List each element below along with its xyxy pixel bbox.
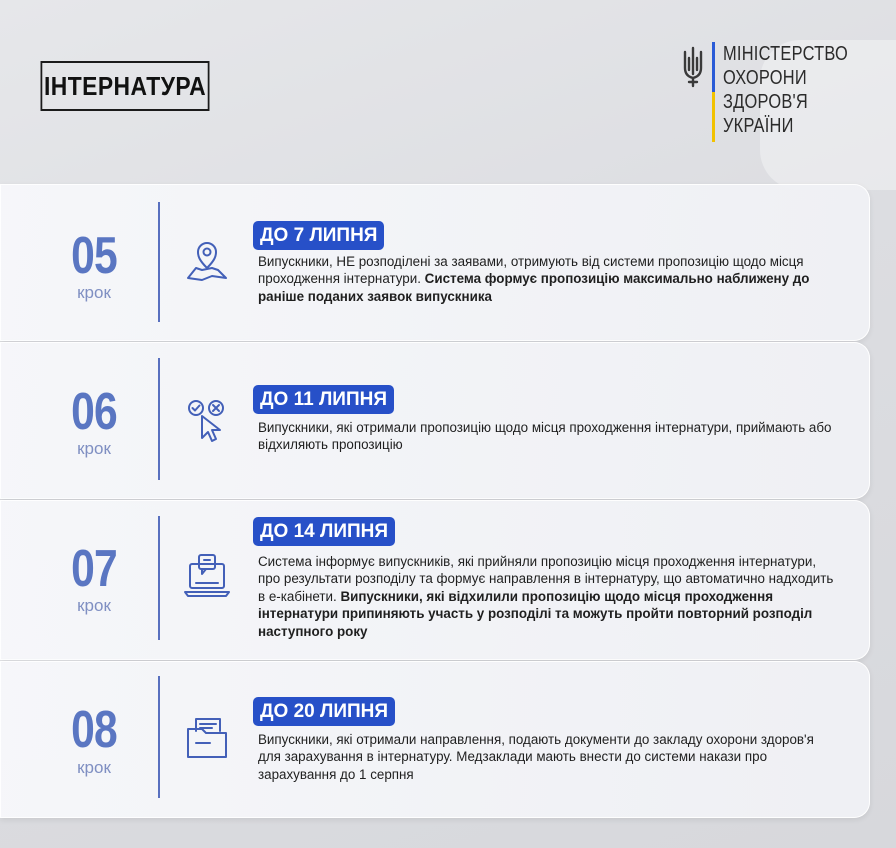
flag-bar [712,42,715,142]
date-badge: ДО 14 ЛИПНЯ [253,517,395,546]
documents-folder-icon [182,713,232,763]
date-badge: ДО 11 ЛИПНЯ [253,385,394,414]
step-number: 06 [71,383,117,441]
ministry-line: ЗДОРОВ'Я [723,91,808,113]
step-text: Випускники, які отримали направлення, подають документи до закладу охорони здоров'я для зарахування в інтернатуру. Медзаклади мають внести до системи накази про зарахування до 1 серпня [258,732,814,782]
step-description [258,553,838,640]
step-number: 05 [71,227,117,285]
step-label: крок [77,439,111,458]
date-badge: ДО 7 ЛИПНЯ [253,221,384,250]
step-divider [158,358,160,480]
step-number: 08 [71,701,117,759]
date-badge: ДО 20 ЛИПНЯ [253,697,395,726]
ministry-line: МІНІСТЕРСТВО [723,43,849,65]
step-text: Випускники, НЕ розподілені за заявами, отримують від системи пропозицію щодо місця проходження інтернатури. [258,254,804,287]
ministry-line: УКРАЇНИ [723,115,794,137]
step-divider [158,202,160,322]
ministry-line: ОХОРОНИ [723,67,807,89]
laptop-notification-icon [182,552,232,602]
step-description [258,253,838,305]
step-label: крок [77,758,111,777]
step-text-bold: Випускники, які відхилили пропозицію щодо місця проходження інтернатури припиняють участь у розподілі та можуть пройти повторний розподіл наступного року [258,588,813,639]
trident-icon [680,46,706,88]
step-divider [158,516,160,640]
step-label: крок [77,596,111,615]
step-description [258,419,838,454]
step-description [258,731,838,783]
step-text: Випускники, які отримали пропозицію щодо місця проходження інтернатури, приймають або відхиляють пропозицію [258,420,832,453]
accept-reject-cursor-icon [182,394,232,444]
step-text-bold: Система формує пропозицію максимально наближену до раніше поданих заявок випускника [258,271,810,304]
page-title: ІНТЕРНАТУРА [41,61,210,111]
step-text: Система інформує випускників, які прийняли пропозицію місця проходження інтернатури, про результати розподілу та формує направлення в інтернатуру, що автоматично надходить в е-кабінети. [258,554,834,604]
step-divider [158,676,160,798]
ministry-logo [680,42,876,142]
step-number: 07 [71,540,117,598]
step-label: крок [77,283,111,302]
ministry-name [723,42,876,142]
map-pin-icon [182,238,232,288]
